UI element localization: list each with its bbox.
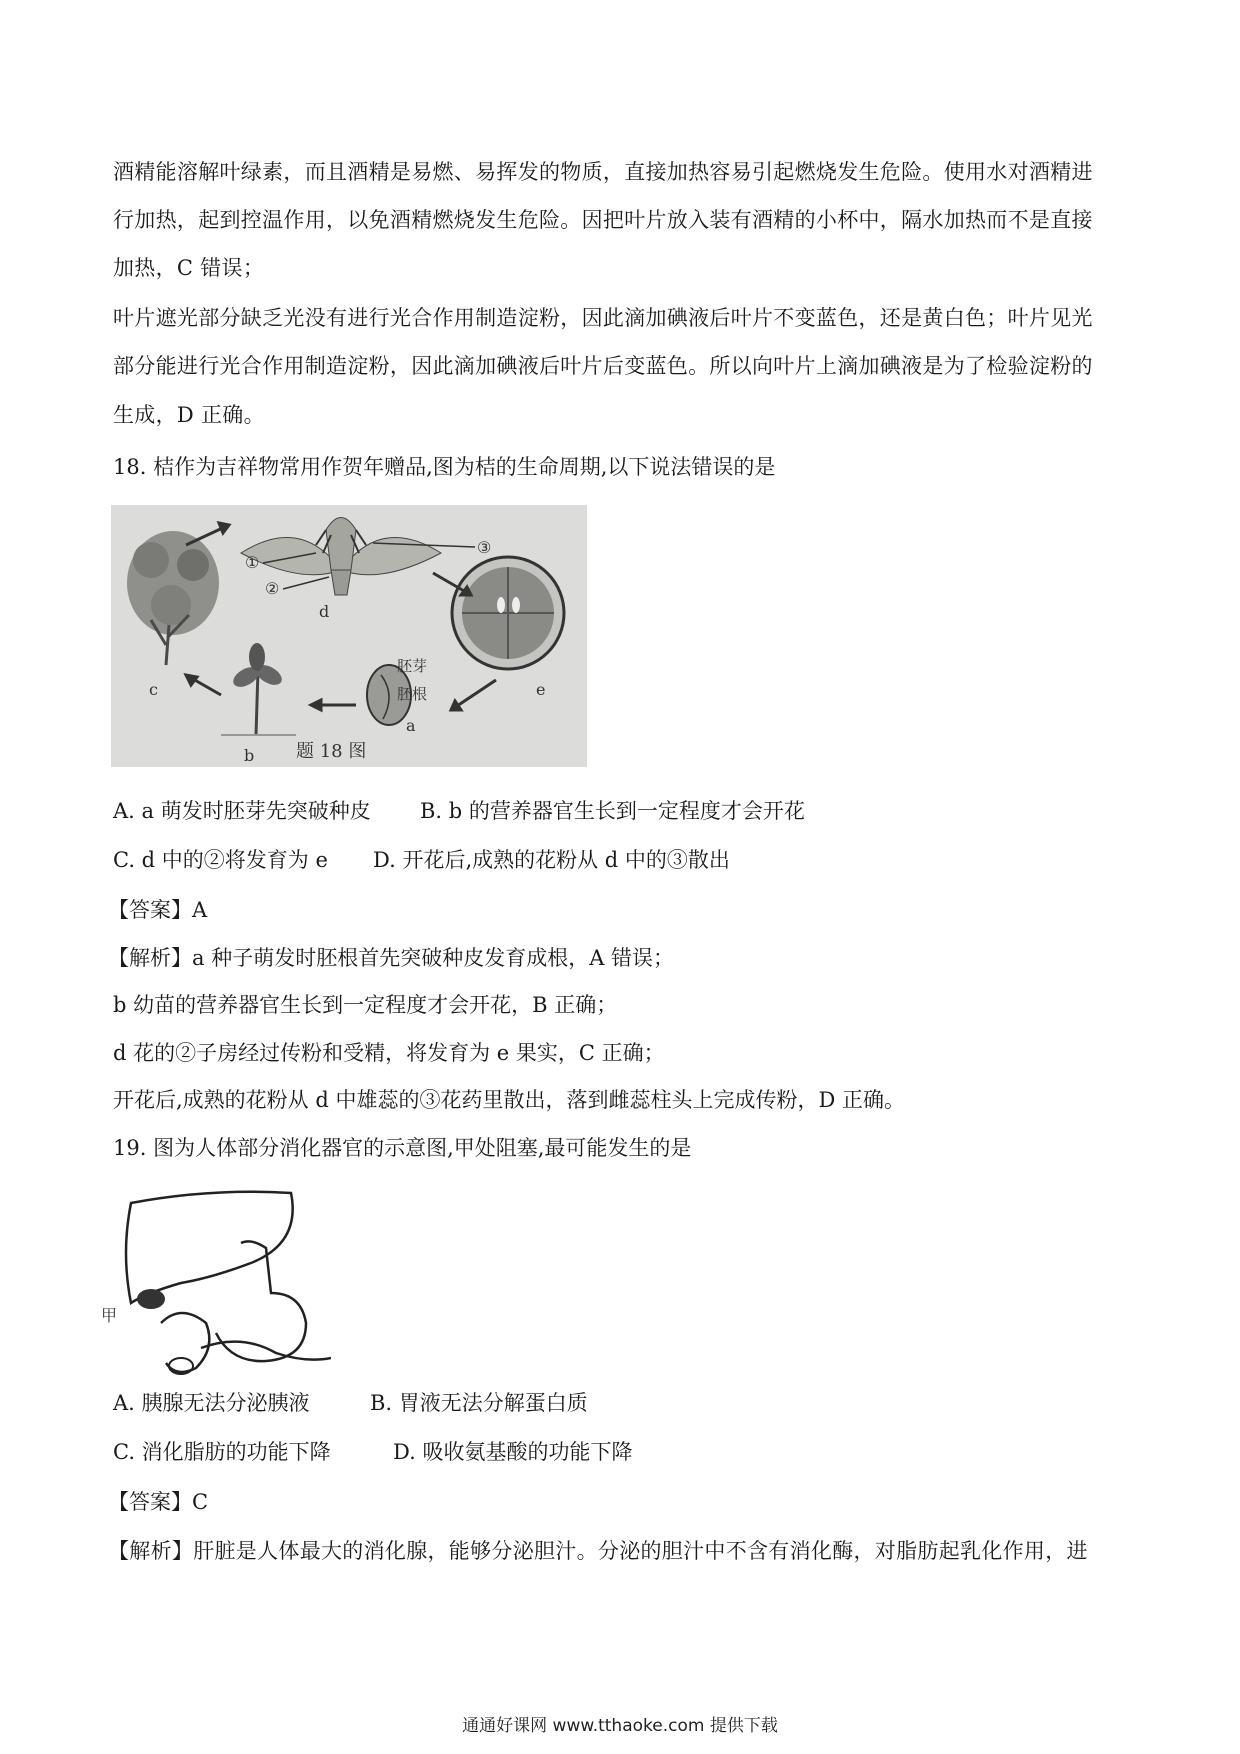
label-a: a <box>406 716 416 735</box>
q18-analysis-line-3: d 花的②子房经过传粉和受精，将发育为 e 果实，C 正确； <box>113 1041 665 1065</box>
liver-outline <box>126 1192 293 1303</box>
label-one: ① <box>245 553 260 572</box>
q18-analysis-line-1: 【解析】a 种子萌发时胚根首先突破种皮发育成根，A 错误； <box>108 946 675 970</box>
label-d: d <box>319 602 330 621</box>
q18-analysis-line-4: 开花后,成熟的花粉从 d 中雄蕊的③花药里散出，落到雌蕊柱头上完成传粉，D 正确。 <box>113 1088 905 1112</box>
duodenum-outline <box>161 1313 209 1372</box>
q18-option-b: B. b 的营养器官生长到一定程度才会开花 <box>420 799 805 823</box>
page-footer: 通通好课网 www.tthaoke.com 提供下载 <box>462 1716 778 1736</box>
label-peigen: 胚根 <box>397 685 428 703</box>
q18-analysis-line-2: b 幼苗的营养器官生长到一定程度才会开花，B 正确； <box>113 993 618 1017</box>
q18-stem: 18. 桔作为吉祥物常用作贺年赠品,图为桔的生命周期,以下说法错误的是 <box>113 455 776 479</box>
label-jia: 甲 <box>101 1306 118 1325</box>
q19-answer: 【答案】C <box>108 1490 209 1514</box>
fruit-cross-section <box>452 557 564 669</box>
label-e: e <box>536 680 546 699</box>
label-three: ③ <box>477 538 492 557</box>
q18-answer: 【答案】A <box>108 898 208 922</box>
q18-option-d: D. 开花后,成熟的花粉从 d 中的③散出 <box>373 848 730 872</box>
organ-outlines <box>126 1192 331 1372</box>
intro-p2-line-2: 部分能进行光合作用制造淀粉，因此滴加碘液后叶片后变蓝色。所以向叶片上滴加碘液是为了检验淀粉的 <box>113 354 1093 378</box>
q19-option-a: A. 胰腺无法分泌胰液 <box>113 1391 310 1415</box>
intro-p1-line-3: 加热，C 错误； <box>113 256 265 280</box>
q19-option-d: D. 吸收氨基酸的功能下降 <box>393 1440 633 1464</box>
label-c: c <box>149 680 158 699</box>
intro-p1-line-2: 行加热，起到控温作用，以免酒精燃烧发生危险。因把叶片放入装有酒精的小杯中，隔水加热而不是直接 <box>113 208 1093 232</box>
q18-option-a: A. a 萌发时胚芽先突破种皮 <box>113 799 371 823</box>
gallbladder <box>137 1289 165 1309</box>
label-two: ② <box>265 579 280 598</box>
q18-figure-orange-life-cycle <box>111 505 587 767</box>
q18-option-c: C. d 中的②将发育为 e <box>113 848 328 872</box>
label-b: b <box>244 746 255 765</box>
q19-stem: 19. 图为人体部分消化器官的示意图,甲处阻塞,最可能发生的是 <box>113 1136 692 1160</box>
q19-option-c: C. 消化脂肪的功能下降 <box>113 1440 331 1464</box>
q19-analysis-line-1: 【解析】肝脏是人体最大的消化腺，能够分泌胆汁。分泌的胆汁中不含有消化酶，对脂肪起乳化作用，进 <box>108 1539 1088 1563</box>
label-peiya: 胚芽 <box>397 657 428 675</box>
intro-p1-line-1: 酒精能溶解叶绿素，而且酒精是易燃、易挥发的物质，直接加热容易引起燃烧发生危险。使用水对酒精进 <box>113 160 1093 184</box>
q19-figure-digestive-organs <box>101 1183 331 1393</box>
q19-option-b: B. 胃液无法分解蛋白质 <box>370 1391 588 1415</box>
intro-p2-line-3: 生成，D 正确。 <box>113 403 265 427</box>
intro-p2-line-1: 叶片遮光部分缺乏光没有进行光合作用制造淀粉，因此滴加碘液后叶片不变蓝色，还是黄白色；叶片见光 <box>113 306 1093 330</box>
figure-caption: 题 18 图 <box>296 741 367 762</box>
pancreas-outline <box>201 1342 331 1360</box>
